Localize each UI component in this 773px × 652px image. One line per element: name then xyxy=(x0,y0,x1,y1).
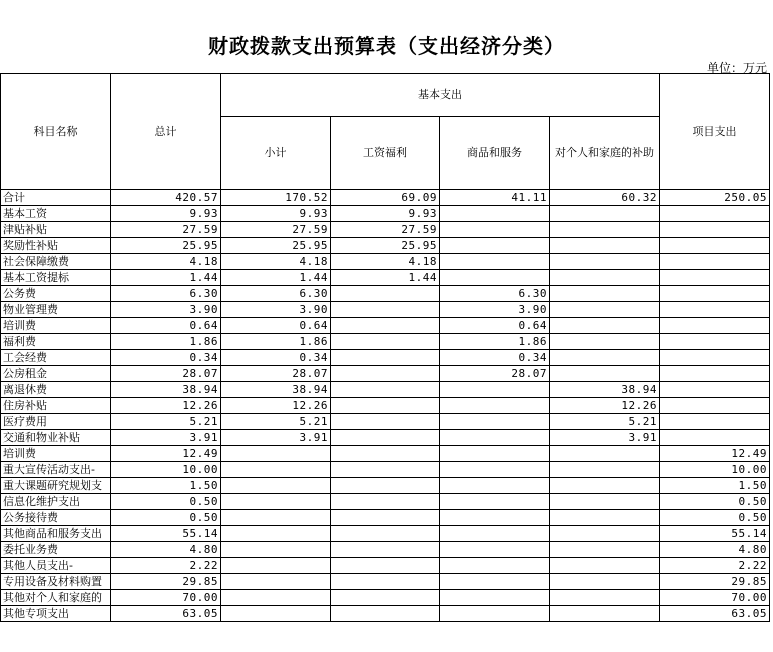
cell-project: 1.50 xyxy=(660,478,770,494)
cell-goods xyxy=(440,494,550,510)
cell-individual xyxy=(550,254,660,270)
cell-total: 4.80 xyxy=(111,542,221,558)
cell-total: 0.64 xyxy=(111,318,221,334)
cell-salary xyxy=(331,446,440,462)
cell-name: 培训费 xyxy=(1,446,111,462)
cell-total: 1.86 xyxy=(111,334,221,350)
cell-salary xyxy=(331,542,440,558)
header-individual: 对个人和家庭的补助 xyxy=(550,117,660,190)
cell-project xyxy=(660,366,770,382)
cell-goods xyxy=(440,606,550,622)
cell-project xyxy=(660,430,770,446)
cell-individual: 3.91 xyxy=(550,430,660,446)
cell-name: 公务接待费 xyxy=(1,510,111,526)
cell-subtotal xyxy=(221,478,331,494)
cell-subtotal: 9.93 xyxy=(221,206,331,222)
cell-name: 医疗费用 xyxy=(1,414,111,430)
cell-individual xyxy=(550,286,660,302)
cell-project xyxy=(660,206,770,222)
cell-subtotal xyxy=(221,494,331,510)
cell-subtotal xyxy=(221,606,331,622)
cell-salary: 1.44 xyxy=(331,270,440,286)
cell-project xyxy=(660,302,770,318)
table-row xyxy=(1,494,770,510)
cell-name: 公务费 xyxy=(1,286,111,302)
cell-name: 津贴补贴 xyxy=(1,222,111,238)
header-salary: 工资福利 xyxy=(331,117,440,190)
cell-goods xyxy=(440,430,550,446)
cell-salary xyxy=(331,526,440,542)
table-row xyxy=(1,430,770,446)
cell-project xyxy=(660,270,770,286)
table-row xyxy=(1,222,770,238)
cell-total: 3.90 xyxy=(111,302,221,318)
cell-project: 29.85 xyxy=(660,574,770,590)
cell-name: 其他商品和服务支出 xyxy=(1,526,111,542)
cell-total: 27.59 xyxy=(111,222,221,238)
cell-project: 55.14 xyxy=(660,526,770,542)
cell-project: 250.05 xyxy=(660,190,770,206)
table-row xyxy=(1,382,770,398)
table-row xyxy=(1,302,770,318)
cell-project: 0.50 xyxy=(660,510,770,526)
cell-salary xyxy=(331,414,440,430)
cell-subtotal: 0.64 xyxy=(221,318,331,334)
cell-goods xyxy=(440,542,550,558)
cell-total: 9.93 xyxy=(111,206,221,222)
header-name: 科目名称 xyxy=(1,74,111,190)
cell-name: 信息化维护支出 xyxy=(1,494,111,510)
cell-project xyxy=(660,318,770,334)
cell-total: 0.50 xyxy=(111,494,221,510)
cell-salary xyxy=(331,478,440,494)
table-row xyxy=(1,318,770,334)
table-row xyxy=(1,606,770,622)
cell-total: 6.30 xyxy=(111,286,221,302)
cell-total: 420.57 xyxy=(111,190,221,206)
cell-goods: 1.86 xyxy=(440,334,550,350)
cell-total: 38.94 xyxy=(111,382,221,398)
cell-salary xyxy=(331,590,440,606)
cell-salary: 9.93 xyxy=(331,206,440,222)
cell-subtotal xyxy=(221,510,331,526)
cell-goods xyxy=(440,238,550,254)
cell-salary xyxy=(331,558,440,574)
cell-goods xyxy=(440,206,550,222)
cell-individual xyxy=(550,446,660,462)
cell-individual xyxy=(550,206,660,222)
cell-goods xyxy=(440,510,550,526)
cell-total: 29.85 xyxy=(111,574,221,590)
cell-total: 1.44 xyxy=(111,270,221,286)
cell-salary xyxy=(331,366,440,382)
cell-subtotal xyxy=(221,462,331,478)
cell-goods xyxy=(440,462,550,478)
cell-project: 0.50 xyxy=(660,494,770,510)
cell-individual xyxy=(550,478,660,494)
header-goods: 商品和服务 xyxy=(440,117,550,190)
cell-total: 4.18 xyxy=(111,254,221,270)
cell-name: 基本工资 xyxy=(1,206,111,222)
cell-name: 基本工资提标 xyxy=(1,270,111,286)
cell-individual: 12.26 xyxy=(550,398,660,414)
cell-goods xyxy=(440,414,550,430)
cell-name: 其他专项支出 xyxy=(1,606,111,622)
cell-individual: 5.21 xyxy=(550,414,660,430)
cell-subtotal: 4.18 xyxy=(221,254,331,270)
cell-individual: 38.94 xyxy=(550,382,660,398)
table-row xyxy=(1,254,770,270)
cell-name: 奖励性补贴 xyxy=(1,238,111,254)
table-row xyxy=(1,478,770,494)
cell-name: 公房租金 xyxy=(1,366,111,382)
cell-total: 63.05 xyxy=(111,606,221,622)
cell-subtotal: 25.95 xyxy=(221,238,331,254)
cell-name: 住房补贴 xyxy=(1,398,111,414)
table-row xyxy=(1,190,770,206)
table-row xyxy=(1,350,770,366)
cell-individual xyxy=(550,350,660,366)
cell-subtotal: 28.07 xyxy=(221,366,331,382)
cell-subtotal: 38.94 xyxy=(221,382,331,398)
cell-salary: 25.95 xyxy=(331,238,440,254)
table-row xyxy=(1,238,770,254)
cell-goods xyxy=(440,590,550,606)
cell-project xyxy=(660,350,770,366)
cell-salary xyxy=(331,430,440,446)
table-row xyxy=(1,510,770,526)
cell-subtotal: 1.86 xyxy=(221,334,331,350)
cell-salary xyxy=(331,318,440,334)
cell-total: 55.14 xyxy=(111,526,221,542)
cell-name: 离退休费 xyxy=(1,382,111,398)
cell-goods xyxy=(440,382,550,398)
cell-salary xyxy=(331,606,440,622)
cell-subtotal: 0.34 xyxy=(221,350,331,366)
cell-goods xyxy=(440,574,550,590)
cell-name: 其他人员支出- xyxy=(1,558,111,574)
cell-subtotal: 3.91 xyxy=(221,430,331,446)
cell-name: 其他对个人和家庭的 xyxy=(1,590,111,606)
header-basic: 基本支出 xyxy=(221,74,660,117)
cell-project: 12.49 xyxy=(660,446,770,462)
cell-name: 交通和物业补贴 xyxy=(1,430,111,446)
cell-salary: 69.09 xyxy=(331,190,440,206)
cell-project xyxy=(660,334,770,350)
cell-total: 12.49 xyxy=(111,446,221,462)
cell-project: 10.00 xyxy=(660,462,770,478)
cell-individual xyxy=(550,494,660,510)
table-row xyxy=(1,462,770,478)
cell-salary xyxy=(331,398,440,414)
cell-individual xyxy=(550,526,660,542)
cell-individual xyxy=(550,462,660,478)
cell-total: 10.00 xyxy=(111,462,221,478)
cell-individual xyxy=(550,558,660,574)
cell-individual xyxy=(550,590,660,606)
cell-total: 0.34 xyxy=(111,350,221,366)
cell-goods: 41.11 xyxy=(440,190,550,206)
cell-project: 70.00 xyxy=(660,590,770,606)
cell-subtotal: 6.30 xyxy=(221,286,331,302)
cell-goods xyxy=(440,558,550,574)
cell-project: 2.22 xyxy=(660,558,770,574)
cell-total: 12.26 xyxy=(111,398,221,414)
cell-goods xyxy=(440,478,550,494)
cell-individual xyxy=(550,270,660,286)
cell-individual xyxy=(550,366,660,382)
cell-project: 4.80 xyxy=(660,542,770,558)
cell-name: 专用设备及材料购置 xyxy=(1,574,111,590)
header-total: 总计 xyxy=(111,74,221,190)
cell-individual xyxy=(550,510,660,526)
table-row xyxy=(1,366,770,382)
table-row xyxy=(1,334,770,350)
cell-individual xyxy=(550,574,660,590)
cell-goods xyxy=(440,222,550,238)
cell-name: 重大宣传活动支出- xyxy=(1,462,111,478)
cell-total: 3.91 xyxy=(111,430,221,446)
cell-project xyxy=(660,382,770,398)
cell-subtotal: 5.21 xyxy=(221,414,331,430)
cell-subtotal: 27.59 xyxy=(221,222,331,238)
cell-individual: 60.32 xyxy=(550,190,660,206)
header-subtotal: 小计 xyxy=(221,117,331,190)
cell-goods xyxy=(440,270,550,286)
cell-goods: 0.64 xyxy=(440,318,550,334)
cell-project xyxy=(660,254,770,270)
cell-total: 25.95 xyxy=(111,238,221,254)
cell-salary: 27.59 xyxy=(331,222,440,238)
cell-project: 63.05 xyxy=(660,606,770,622)
cell-goods xyxy=(440,254,550,270)
cell-individual xyxy=(550,606,660,622)
cell-subtotal xyxy=(221,542,331,558)
cell-salary xyxy=(331,382,440,398)
cell-subtotal xyxy=(221,558,331,574)
table-row xyxy=(1,526,770,542)
budget-table xyxy=(0,73,770,622)
cell-goods: 6.30 xyxy=(440,286,550,302)
table-row xyxy=(1,446,770,462)
cell-goods: 3.90 xyxy=(440,302,550,318)
table-body xyxy=(1,190,770,622)
cell-individual xyxy=(550,238,660,254)
cell-subtotal: 1.44 xyxy=(221,270,331,286)
cell-subtotal xyxy=(221,446,331,462)
cell-total: 28.07 xyxy=(111,366,221,382)
cell-total: 70.00 xyxy=(111,590,221,606)
table-row xyxy=(1,590,770,606)
cell-subtotal: 12.26 xyxy=(221,398,331,414)
table-row xyxy=(1,398,770,414)
cell-salary xyxy=(331,350,440,366)
cell-subtotal: 3.90 xyxy=(221,302,331,318)
cell-individual xyxy=(550,542,660,558)
cell-name: 工会经费 xyxy=(1,350,111,366)
table-row xyxy=(1,286,770,302)
table-row xyxy=(1,574,770,590)
cell-name: 社会保障缴费 xyxy=(1,254,111,270)
table-row xyxy=(1,206,770,222)
table-row xyxy=(1,542,770,558)
cell-total: 1.50 xyxy=(111,478,221,494)
cell-individual xyxy=(550,318,660,334)
cell-name: 培训费 xyxy=(1,318,111,334)
cell-name: 委托业务费 xyxy=(1,542,111,558)
table-row xyxy=(1,558,770,574)
cell-project xyxy=(660,398,770,414)
cell-name: 合计 xyxy=(1,190,111,206)
header-project: 项目支出 xyxy=(660,74,770,190)
cell-project xyxy=(660,238,770,254)
cell-total: 5.21 xyxy=(111,414,221,430)
cell-goods xyxy=(440,398,550,414)
cell-subtotal xyxy=(221,590,331,606)
table-row xyxy=(1,414,770,430)
cell-goods: 28.07 xyxy=(440,366,550,382)
cell-total: 0.50 xyxy=(111,510,221,526)
cell-name: 福利费 xyxy=(1,334,111,350)
cell-salary xyxy=(331,334,440,350)
cell-name: 物业管理费 xyxy=(1,302,111,318)
cell-subtotal xyxy=(221,526,331,542)
cell-salary xyxy=(331,302,440,318)
cell-individual xyxy=(550,302,660,318)
cell-salary xyxy=(331,510,440,526)
cell-goods xyxy=(440,446,550,462)
cell-project xyxy=(660,286,770,302)
cell-goods xyxy=(440,526,550,542)
cell-salary xyxy=(331,286,440,302)
cell-individual xyxy=(550,334,660,350)
cell-subtotal: 170.52 xyxy=(221,190,331,206)
cell-salary: 4.18 xyxy=(331,254,440,270)
cell-salary xyxy=(331,494,440,510)
cell-name: 重大课题研究规划支 xyxy=(1,478,111,494)
cell-individual xyxy=(550,222,660,238)
cell-goods: 0.34 xyxy=(440,350,550,366)
table-row xyxy=(1,270,770,286)
cell-subtotal xyxy=(221,574,331,590)
cell-project xyxy=(660,222,770,238)
unit-label: 单位：万元 xyxy=(706,61,767,75)
cell-project xyxy=(660,414,770,430)
page-title: 财政拨款支出预算表（支出经济分类） xyxy=(208,34,565,58)
cell-salary xyxy=(331,462,440,478)
cell-salary xyxy=(331,574,440,590)
cell-total: 2.22 xyxy=(111,558,221,574)
